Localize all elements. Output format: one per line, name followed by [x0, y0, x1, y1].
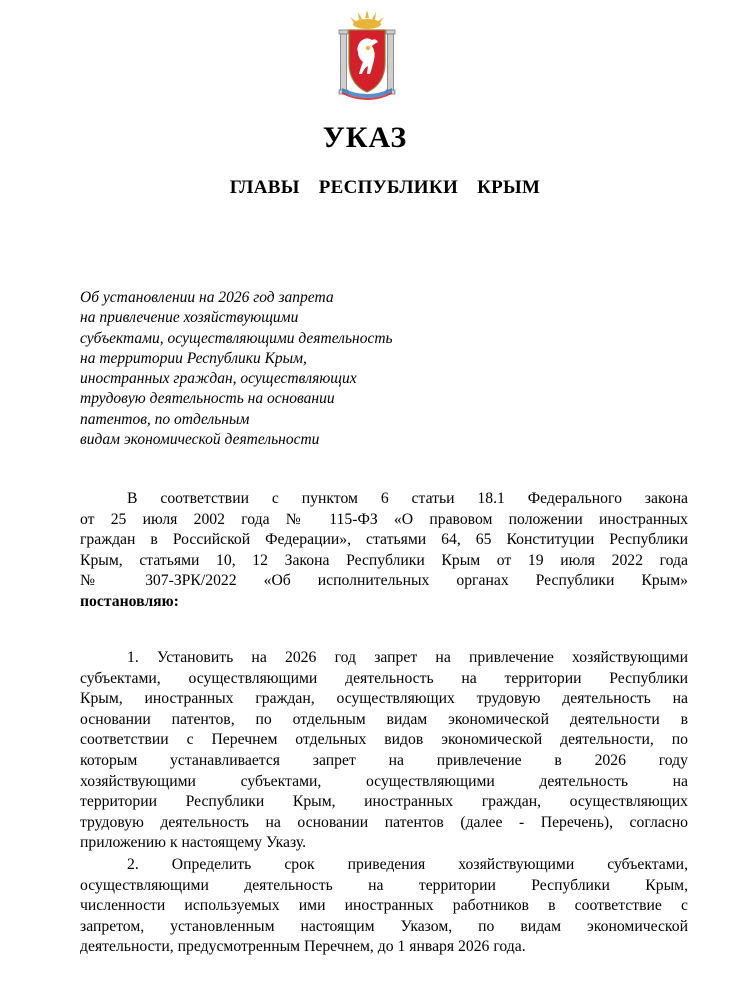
- page-title: УКАЗ: [322, 121, 408, 154]
- preamble-paragraph: [80, 489, 688, 613]
- subject-line: Об установлении на 2026 год запрета: [80, 289, 334, 306]
- paragraph-line: субъектами, осуществляющими деятельность на территории Республики: [80, 669, 688, 687]
- decree-word: постановляю:: [80, 592, 179, 610]
- paragraph-line: соответствии с Перечнем отдельных видов экономической деятельности, по: [80, 731, 688, 749]
- sun-rays: [350, 10, 384, 29]
- paragraph-line: Крым, иностранных граждан, осуществляющих трудовую деятельность на: [80, 690, 688, 708]
- paragraph-line: приложению к настоящему Указу.: [80, 834, 307, 852]
- item-2-paragraph: [80, 855, 688, 958]
- item-1-paragraph: [80, 648, 688, 854]
- paragraph-line: от 25 июля 2002 года № 115-ФЗ «О правовом положении иностранных: [80, 510, 688, 528]
- paragraph-line: трудовую деятельность на основании патентов (далее - Перечень), согласно: [80, 813, 688, 831]
- paragraph-line: граждан в Российской Федерации», статьями 64, 65 Конституции Республики: [80, 531, 688, 549]
- page-subtitle: ГЛАВЫ РЕСПУБЛИКИ КРЫМ: [229, 177, 541, 198]
- paragraph-line: основании патентов, по отдельным видам экономической деятельности в: [80, 710, 688, 728]
- paragraph-line: хозяйствующими субъектами, осуществляющими деятельность на: [80, 772, 688, 790]
- subject-line: на территории Республики Крым,: [80, 349, 307, 367]
- subject-line: видам экономической деятельности: [80, 431, 320, 449]
- subject-line: патентов, по отдельным: [80, 410, 250, 428]
- paragraph-line: № 307-ЗРК/2022 «Об исполнительных органах Республики Крым»: [80, 572, 688, 590]
- paragraph-line: численности используемых ими иностранных работников в соответствие с: [80, 897, 688, 915]
- coat-of-arms-emblem: [336, 8, 398, 100]
- paragraph-line: Крым, статьями 10, 12 Закона Республики Крым от 19 июля 2022 года: [80, 551, 688, 569]
- right-column: [386, 30, 395, 94]
- decree-subject: [80, 288, 480, 450]
- paragraph-line: 1. Установить на 2026 год запрет на привлечение хозяйствующими: [127, 649, 688, 666]
- paragraph-line: осуществляющими деятельность на территории Республики Крым,: [80, 876, 688, 894]
- left-column: [339, 30, 348, 94]
- subject-line: субъектами, осуществляющими деятельность: [80, 329, 393, 347]
- subject-line: на привлечение хозяйствующими: [80, 309, 299, 327]
- paragraph-line: запретом, установленным настоящим Указом, по видам экономической: [80, 917, 688, 935]
- subject-line: трудовую деятельность на основании: [80, 390, 335, 408]
- paragraph-line: 2. Определить срок приведения хозяйствующими субъектами,: [127, 856, 688, 873]
- subject-line: иностранных граждан, осуществляющих: [80, 370, 357, 388]
- paragraph-line: которым устанавливается запрет на привлечение в 2026 году: [80, 751, 688, 769]
- paragraph-line: территории Республики Крым, иностранных граждан, осуществляющих: [80, 793, 688, 811]
- paragraph-line: В соответствии с пунктом 6 статьи 18.1 Федерального закона: [127, 490, 688, 507]
- paragraph-line: деятельности, предусмотренным Перечнем, до 1 января 2026 года.: [80, 938, 526, 956]
